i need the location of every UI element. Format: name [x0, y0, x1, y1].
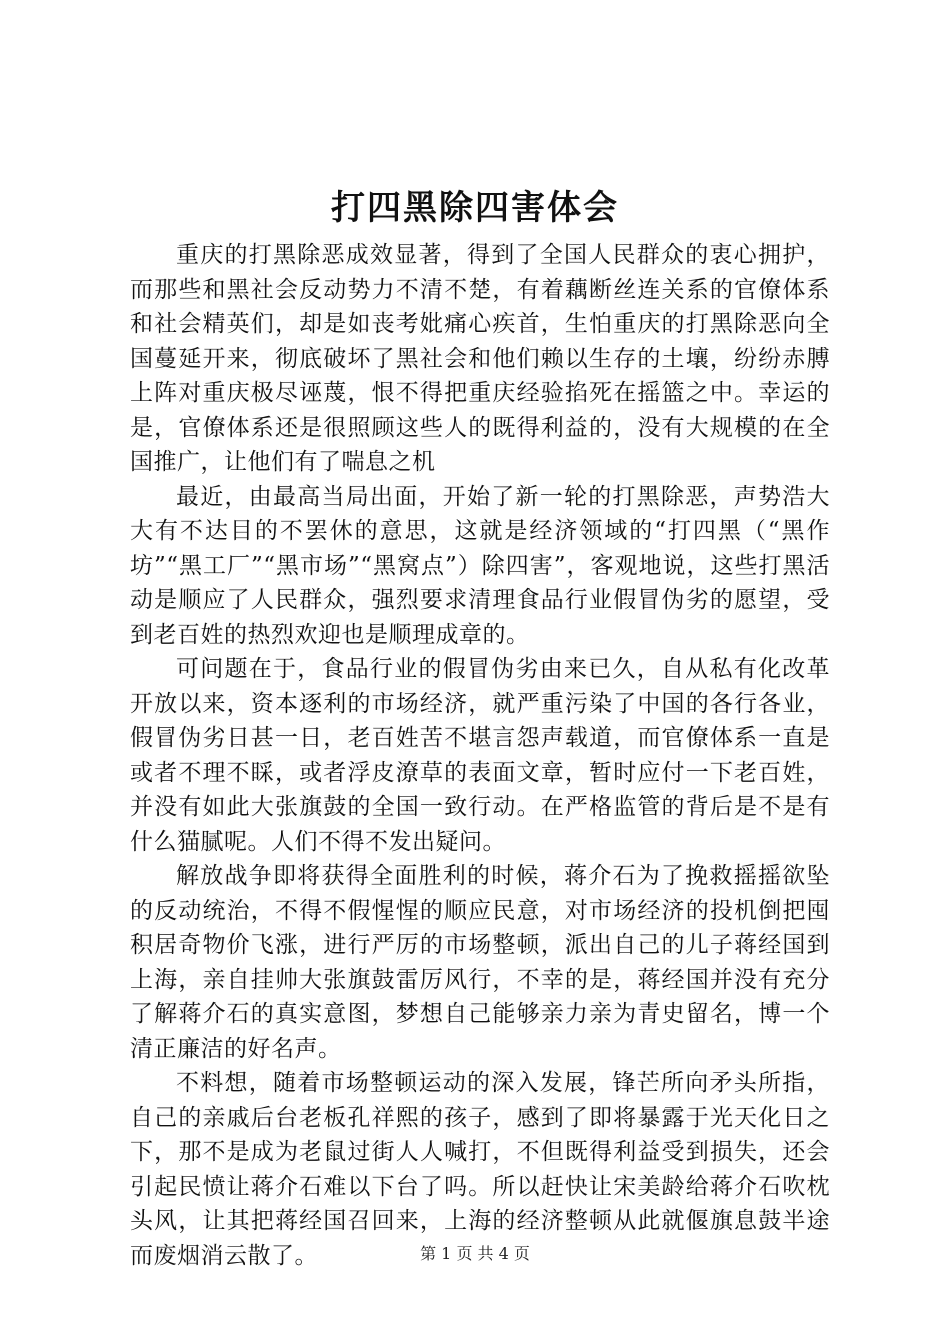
paragraph-5: 不料想，随着市场整顿运动的深入发展，锋芒所向矛头所指，自己的亲戚后台老板孔祥熙的孩子，感到了即将暴露于光天化日之下，那不是成为老鼠过街人人喊打，不但既得利益受到损失，还会引起民愤让蒋介石难以下台了吗。所以赶快让宋美龄给蒋介石吹枕头风，让其把蒋经国召回来，上海的经济整顿从此就偃旗息鼓半途而废烟消云散了。: [130, 1070, 830, 1269]
document-body: [130, 238, 830, 1273]
paragraph-2: 最近，由最高当局出面，开始了新一轮的打黑除恶，声势浩大大有不达目的不罢休的意思，这就是经济领域的“打四黑（“黑作坊”“黑工厂”“黑市场”“黑窝点”）除四害”，客观地说，这些打黑活动是顺应了人民群众，强烈要求清理食品行业假冒伪劣的愿望，受到老百姓的热烈欢迎也是顺理成章的。: [130, 483, 830, 648]
paragraph-1: 重庆的打黑除恶成效显著，得到了全国人民群众的衷心拥护，而那些和黑社会反动势力不清不楚，有着藕断丝连关系的官僚体系和社会精英们，却是如丧考妣痛心疾首，生怕重庆的打黑除恶向全国蔓延开来，彻底破坏了黑社会和他们赖以生存的土壤，纷纷赤膊上阵对重庆极尽诬蔑，恨不得把重庆经验掐死在摇篮之中。幸运的是，官僚体系还是很照顾这些人的既得利益的，没有大规模的在全国推广，让他们有了喘息之机: [130, 242, 830, 475]
paragraph-3: 可问题在于，食品行业的假冒伪劣由来已久，自从私有化改革开放以来，资本逐利的市场经济，就严重污染了中国的各行各业，假冒伪劣日甚一日，老百姓苦不堪言怨声载道，而官僚体系一直是或者不理不睬，或者浮皮潦草的表面文章，暂时应付一下老百姓，并没有如此大张旗鼓的全国一致行动。在严格监管的背后是不是有什么猫腻呢。人们不得不发出疑问。: [130, 656, 830, 855]
document-title: 打四黑除四害体会: [331, 188, 619, 228]
page-number-footer: 第 1 页 共 4 页: [420, 1244, 530, 1263]
paragraph-4: 解放战争即将获得全面胜利的时候，蒋介石为了挽救摇摇欲坠的反动统治，不得不假惺惺的顺应民意，对市场经济的投机倒把囤积居奇物价飞涨，进行严厉的市场整顿，派出自己的儿子蒋经国到上海，亲自挂帅大张旗鼓雷厉风行，不幸的是，蒋经国并没有充分了解蒋介石的真实意图，梦想自己能够亲力亲为青史留名，博一个清正廉洁的好名声。: [130, 863, 830, 1062]
